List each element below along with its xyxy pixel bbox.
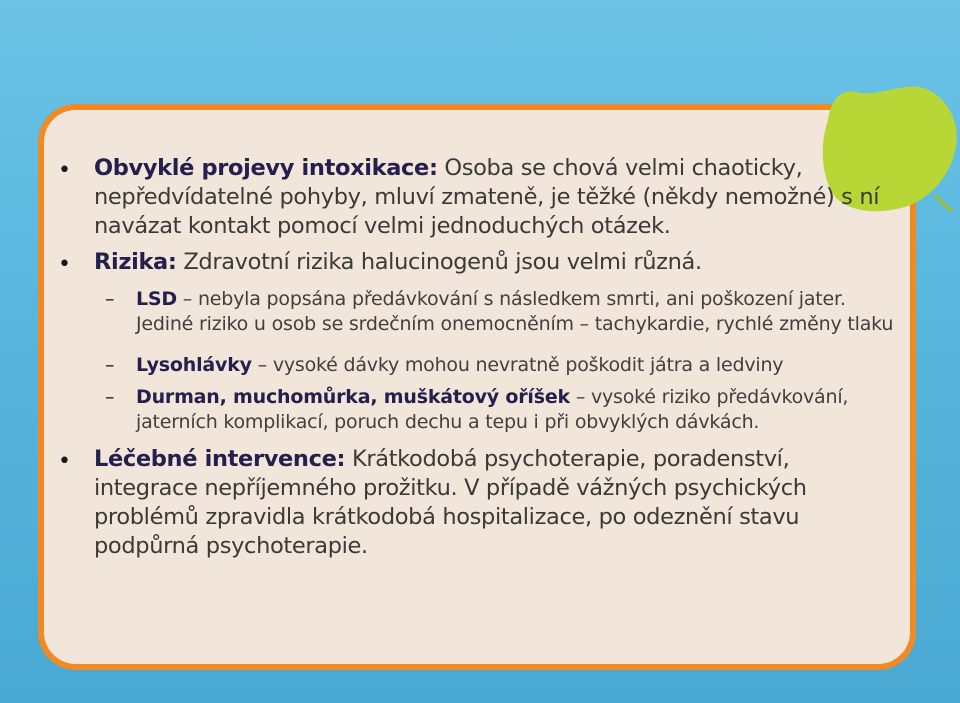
bullet-icon: • xyxy=(58,252,71,277)
list-item xyxy=(58,248,898,277)
sub-list-item xyxy=(105,287,898,337)
sub-list-item xyxy=(105,353,898,378)
bullet-icon: • xyxy=(58,158,71,183)
sub-item-label: LSD xyxy=(136,288,177,310)
slide-content xyxy=(58,154,898,561)
sub-item-text: – vysoké dávky mohou nevratně poškodit játra a ledviny xyxy=(251,354,784,376)
sub-item-text: – vysoké riziko předávkování, jaterních komplikací, poruch dechu a tepu i při obvyklých dávkách. xyxy=(136,386,849,433)
sub-list-item xyxy=(105,385,898,435)
sub-item-text: – nebyla popsána předávkování s následkem smrti, ani poškození jater. Jediné riziko u osob se srdečním onemocněním – tachykardie, rychlé změny tlaku xyxy=(136,288,894,335)
dash-icon: – xyxy=(105,288,115,310)
dash-icon: – xyxy=(105,354,115,376)
item-label: Léčebné intervence: xyxy=(94,446,346,472)
list-item xyxy=(58,154,898,241)
dash-icon: – xyxy=(105,386,115,408)
item-text: Krátkodobá psychoterapie, poradenství, integrace nepříjemného prožitku. V případě vážných psychických problémů zpravidla krátkodobá hospitalizace, po odeznění stavu podpůrná psychoterapie. xyxy=(94,446,807,559)
item-label: Rizika: xyxy=(94,249,177,275)
sub-item-label: Lysohlávky xyxy=(136,354,252,376)
sub-item-label: Durman, muchomůrka, muškátový oříšek xyxy=(136,386,570,408)
item-text: Osoba se chová velmi chaoticky, nepředvídatelné pohyby, mluví zmateně, je těžké (někdy nemožné) s ní navázat kontakt pomocí velmi jednoduchých otázek. xyxy=(94,155,880,239)
list-item xyxy=(58,445,898,561)
bullet-icon: • xyxy=(58,449,71,474)
item-text: Zdravotní rizika halucinogenů jsou velmi různá. xyxy=(176,249,702,275)
item-label: Obvyklé projevy intoxikace: xyxy=(94,155,438,181)
